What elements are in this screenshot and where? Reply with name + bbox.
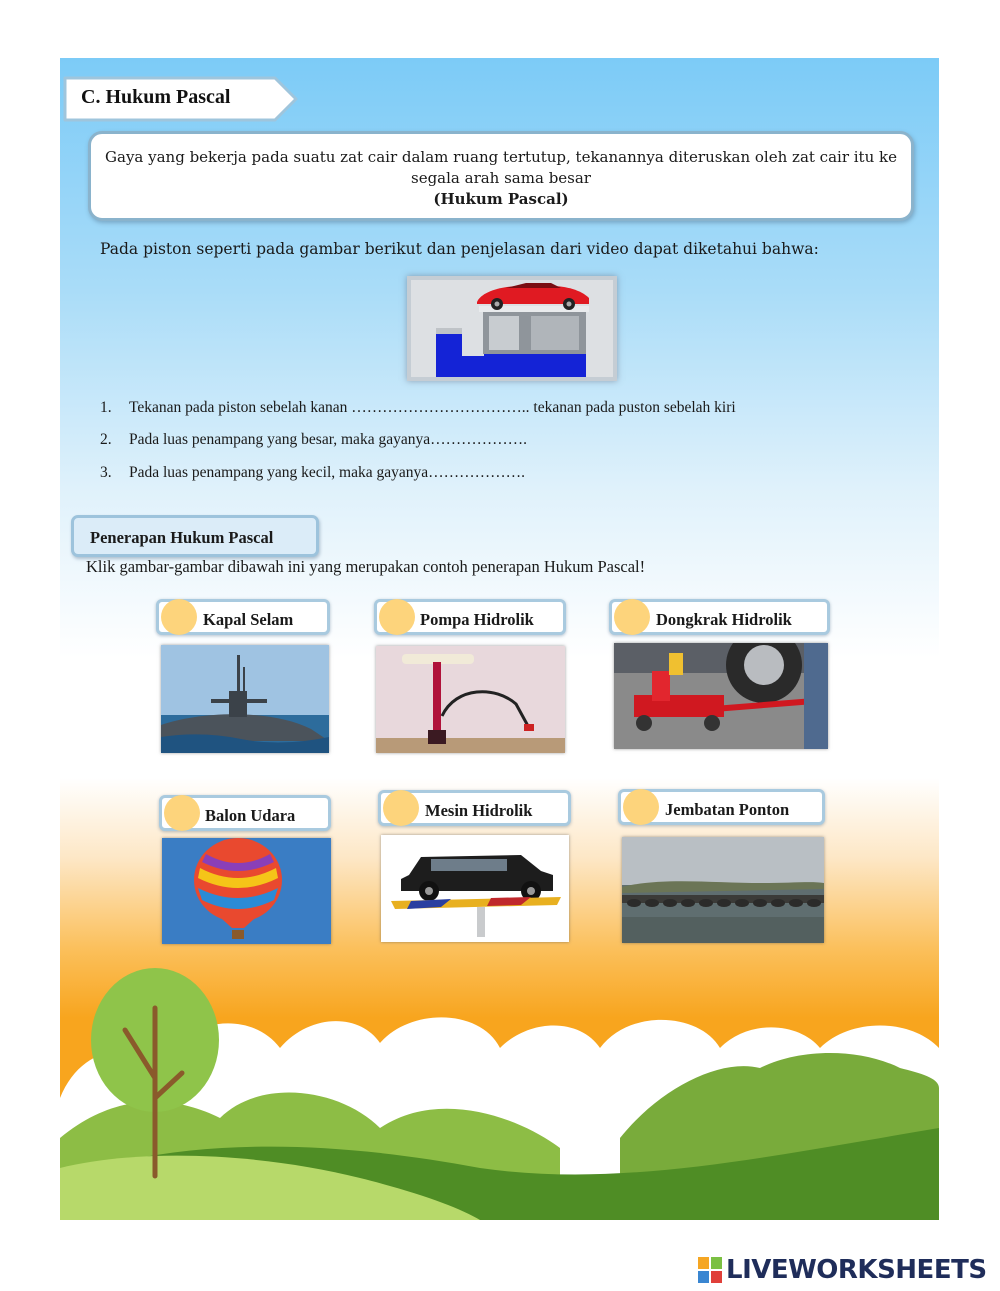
option-select-marker[interactable] [614,599,650,635]
worksheet-page [60,58,939,1220]
question-3 [100,464,525,482]
question-number: 2. [100,431,112,448]
question-text: Tekanan pada piston sebelah kanan …………………………….. tekanan pada puston sebelah kiri [129,399,736,416]
liveworksheets-logo-icon [698,1257,722,1283]
liveworksheets-logo [698,1256,987,1284]
option-select-marker[interactable] [161,599,197,635]
option-balon-udara[interactable] [159,795,331,831]
option-mesin-hidrolik[interactable] [378,790,571,826]
option-label: Kapal Selam [203,610,294,629]
option-label: Pompa Hidrolik [420,610,534,629]
question-number: 3. [100,464,112,481]
hydraulic-car-lift-photo[interactable] [381,835,569,942]
application-heading: Penerapan Hukum Pascal [71,515,319,557]
option-label: Mesin Hidrolik [425,801,533,820]
option-select-marker[interactable] [379,599,415,635]
section-title: C. Hukum Pascal [81,86,231,108]
option-label: Dongkrak Hidrolik [656,610,792,629]
hydraulic-piston-diagram [407,276,617,381]
hot-air-balloon-photo[interactable] [162,838,331,944]
option-label: Balon Udara [205,806,296,825]
law-text-line-2: segala arah sama besar [411,169,591,187]
section-heading-tag [63,76,299,122]
hydraulic-jack-photo[interactable] [614,643,828,749]
option-jembatan-ponton[interactable] [618,789,825,825]
question-2 [100,431,527,449]
option-pompa-hidrolik[interactable] [374,599,566,635]
submarine-photo[interactable] [161,645,329,753]
law-name: (Hukum Pascal) [433,190,569,208]
option-select-marker[interactable] [383,790,419,826]
landscape-illustration [60,58,939,1220]
option-label: Jembatan Ponton [665,800,790,819]
option-kapal-selam[interactable] [156,599,330,635]
option-select-marker[interactable] [623,789,659,825]
pascal-law-definition-box [88,131,914,221]
question-text: Pada luas penampang yang besar, maka gayanya………………. [129,431,527,448]
option-dongkrak-hidrolik[interactable] [609,599,830,635]
question-1 [100,399,736,417]
option-select-marker[interactable] [164,795,200,831]
law-text-line-1: Gaya yang bekerja pada suatu zat cair dalam ruang tertutup, tekanannya diteruskan oleh zat cair itu ke [105,148,897,166]
intro-text: Pada piston seperti pada gambar berikut dan penjelasan dari video dapat diketahui bahwa: [100,240,819,258]
pontoon-bridge-photo[interactable] [622,837,824,943]
question-text: Pada luas penampang yang kecil, maka gayanya………………. [129,464,525,481]
brand-name: LIVEWORKSHEETS [726,1255,987,1285]
application-instruction: Klik gambar-gambar dibawah ini yang merupakan contoh penerapan Hukum Pascal! [86,557,646,576]
bicycle-pump-photo[interactable] [376,646,565,753]
question-number: 1. [100,399,112,416]
